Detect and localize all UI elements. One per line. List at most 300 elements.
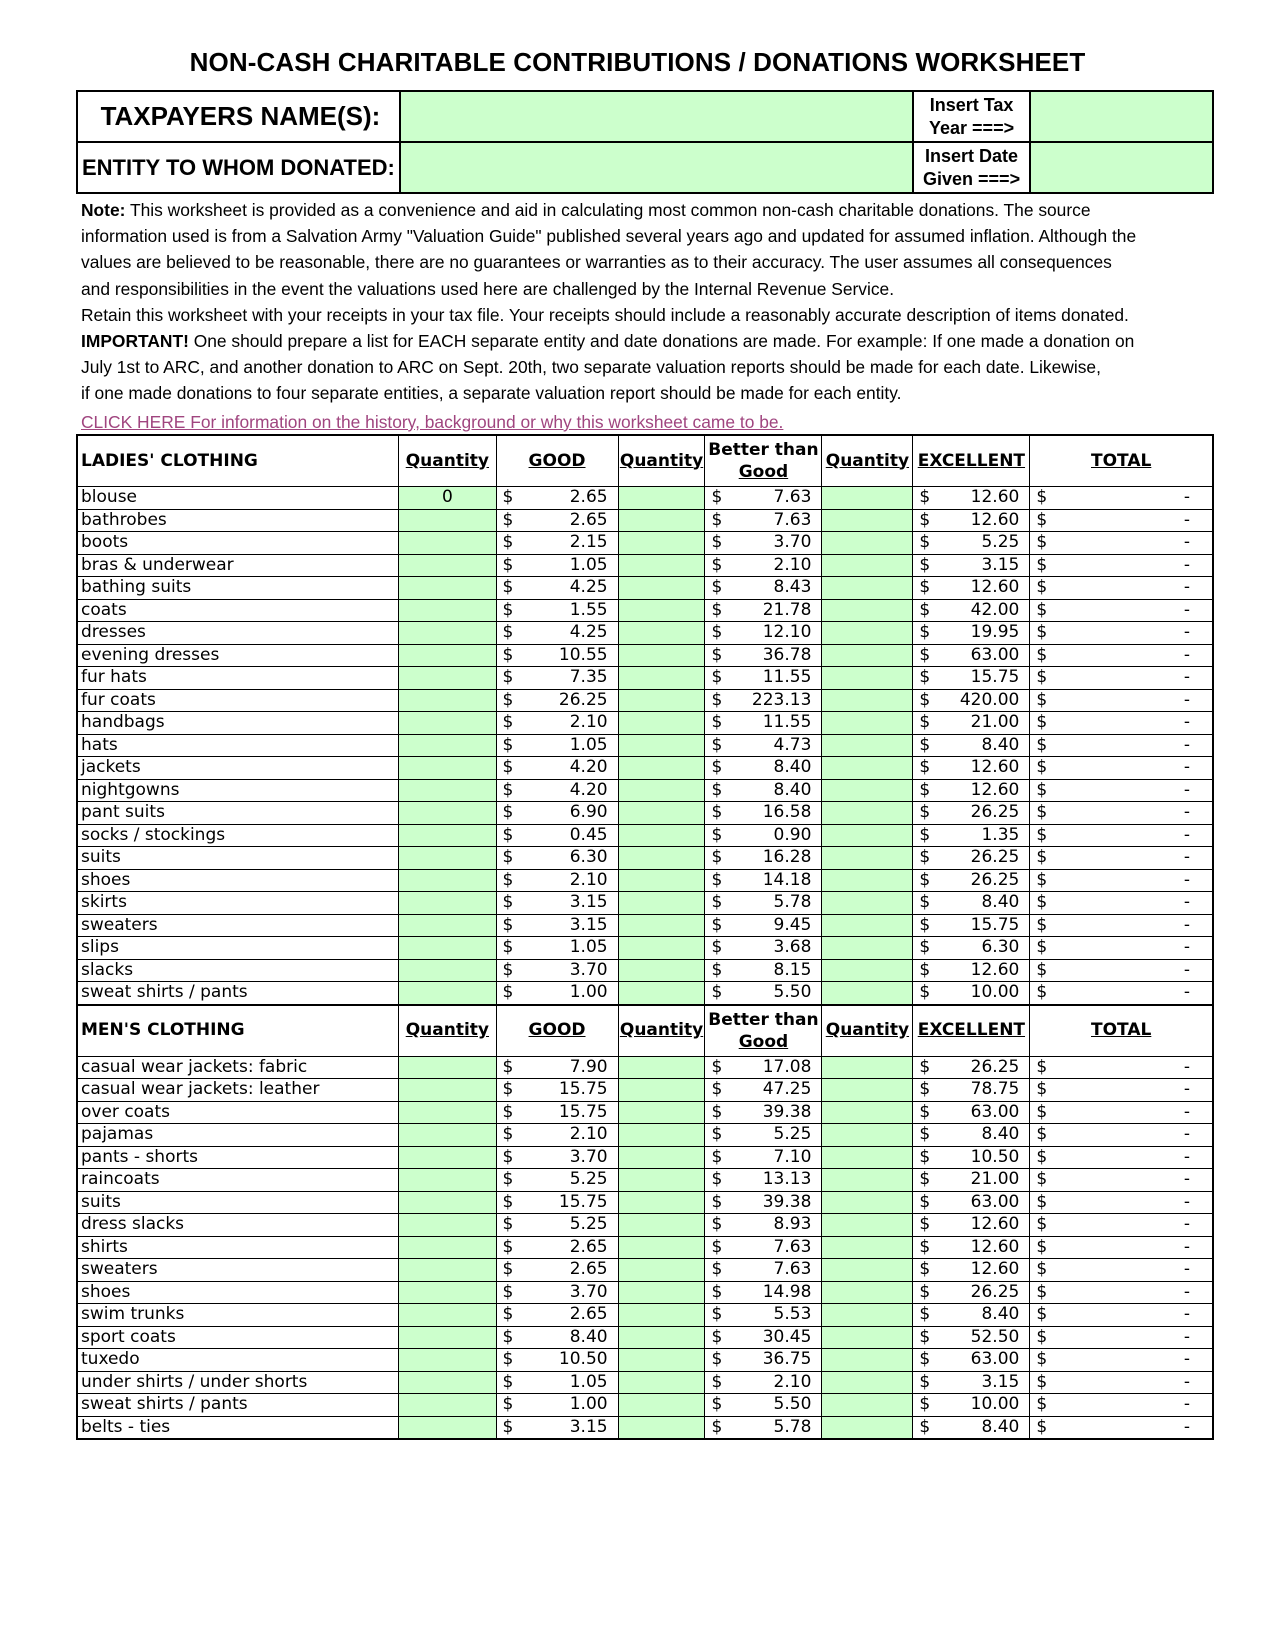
dollar-sign: $ [502,509,514,530]
quantity-good-input[interactable] [399,1349,496,1372]
item-name: evening dresses [77,644,399,667]
value: 4.25 [569,622,608,643]
quantity-header: Quantity [399,1005,496,1057]
good-value [496,667,618,690]
value: 223.13 [751,689,812,710]
good-value [496,1146,618,1169]
dollar-sign: $ [711,1214,723,1235]
good-value [496,644,618,667]
value: - [1183,1349,1190,1370]
item-name: belts - ties [77,1416,399,1439]
quantity-better-input[interactable] [618,1236,705,1259]
dollar-sign: $ [502,1191,514,1212]
dollar-sign: $ [1036,1281,1048,1302]
good-value [496,937,618,960]
value: 3.15 [569,892,608,913]
value: - [1183,644,1190,665]
quantity-header: Quantity [399,435,496,487]
quantity-good-input[interactable] [399,1101,496,1124]
dollar-sign: $ [919,1416,931,1437]
quantity-better-input[interactable] [618,1326,705,1349]
total-value [1030,1281,1213,1304]
total-value [1030,577,1213,600]
quantity-good-input[interactable] [399,1259,496,1282]
value: 3.68 [773,937,812,958]
better-than-good-header [705,435,822,487]
quantity-good-input[interactable] [399,847,496,870]
dollar-sign: $ [1036,1349,1048,1370]
dollar-sign: $ [919,487,931,508]
entity-input[interactable] [400,142,913,193]
table-row [77,622,1213,645]
quantity-good-input[interactable] [399,1416,496,1439]
quantity-excellent-input[interactable] [822,779,913,802]
dollar-sign: $ [502,1056,514,1077]
excellent-value [913,712,1030,735]
quantity-good-input[interactable] [399,1079,496,1102]
better-value [705,892,822,915]
good-value [496,824,618,847]
value: 7.63 [773,487,812,508]
quantity-better-input[interactable] [618,1214,705,1237]
dollar-sign: $ [1036,1191,1048,1212]
dollar-sign: $ [919,577,931,598]
excellent-value [913,1169,1030,1192]
item-name: jackets [77,757,399,780]
table-row [77,1394,1213,1417]
quantity-good-input[interactable] [399,1124,496,1147]
quantity-good-input[interactable] [399,757,496,780]
value: - [1183,982,1190,1003]
value: 8.40 [981,1124,1020,1145]
quantity-excellent-input[interactable] [822,1169,913,1192]
value: 10.00 [970,982,1020,1003]
table-row [77,1281,1213,1304]
value: 8.40 [569,1326,608,1347]
quantity-good-input[interactable] [399,599,496,622]
value: - [1183,532,1190,553]
table-row [77,1169,1213,1192]
quantity-good-input[interactable] [399,1191,496,1214]
quantity-good-input[interactable] [399,1326,496,1349]
quantity-better-input[interactable] [618,1349,705,1372]
quantity-excellent-input[interactable] [822,487,913,510]
value: 3.70 [569,1146,608,1167]
dollar-sign: $ [1036,869,1048,890]
value: 39.38 [762,1191,812,1212]
quantity-better-input[interactable] [618,644,705,667]
value: - [1183,802,1190,823]
note-line: IMPORTANT! One should prepare a list for EACH separate entity and date donations are made. For example: If one made a donation on [81,331,1135,352]
good-value [496,532,618,555]
quantity-excellent-input[interactable] [822,1214,913,1237]
value: - [1183,1259,1190,1280]
good-value [496,712,618,735]
quantity-excellent-input[interactable] [822,622,913,645]
dollar-sign: $ [1036,1259,1048,1280]
table-row [77,1304,1213,1327]
dollar-sign: $ [502,937,514,958]
quantity-good-input[interactable] [399,1394,496,1417]
dollar-sign: $ [502,532,514,553]
taxpayers-name-input[interactable] [400,91,913,142]
value: 8.43 [773,577,812,598]
value: 15.75 [970,667,1020,688]
dollar-sign: $ [1036,937,1048,958]
value: 5.78 [773,892,812,913]
tax-year-input[interactable] [1030,91,1213,142]
quantity-excellent-input[interactable] [822,1079,913,1102]
quantity-excellent-input[interactable] [822,1304,913,1327]
dollar-sign: $ [502,824,514,845]
excellent-value [913,869,1030,892]
quantity-excellent-input[interactable] [822,802,913,825]
quantity-excellent-input[interactable] [822,1101,913,1124]
good-value [496,577,618,600]
value: - [1183,1124,1190,1145]
total-value [1030,824,1213,847]
good-header: GOOD [496,435,618,487]
quantity-better-input[interactable] [618,1191,705,1214]
dollar-sign: $ [1036,1169,1048,1190]
value: - [1183,734,1190,755]
good-value [496,1236,618,1259]
quantity-excellent-input[interactable] [822,644,913,667]
quantity-excellent-input[interactable] [822,1056,913,1079]
better-line2: Good [738,462,789,482]
table-row [77,712,1213,735]
quantity-good-input[interactable] [399,869,496,892]
quantity-excellent-input[interactable] [822,1191,913,1214]
quantity-good-input[interactable] [399,1056,496,1079]
better-value [705,1146,822,1169]
value: 5.50 [773,982,812,1003]
quantity-excellent-input[interactable] [822,1281,913,1304]
quantity-better-input[interactable] [618,847,705,870]
quantity-better-input[interactable] [618,1101,705,1124]
quantity-better-input[interactable] [618,1056,705,1079]
quantity-good-input[interactable] [399,914,496,937]
dollar-sign: $ [502,644,514,665]
quantity-better-input[interactable] [618,869,705,892]
quantity-better-input[interactable] [618,937,705,960]
quantity-excellent-input[interactable] [822,914,913,937]
quantity-good-input[interactable] [399,779,496,802]
item-name: suits [77,847,399,870]
good-value [496,1191,618,1214]
dollar-sign: $ [502,892,514,913]
quantity-better-input[interactable] [618,802,705,825]
value: 8.40 [981,1416,1020,1437]
excellent-label: EXCELLENT [917,1020,1026,1040]
quantity-excellent-input[interactable] [822,734,913,757]
dollar-sign: $ [919,1281,931,1302]
quantity-better-input[interactable] [618,757,705,780]
dollar-sign: $ [919,1169,931,1190]
quantity-excellent-input[interactable] [822,689,913,712]
better-value [705,1124,822,1147]
value: 63.00 [970,1191,1020,1212]
better-line1: Better than [708,1009,819,1030]
quantity-better-input[interactable] [618,487,705,510]
quantity-good-input[interactable] [399,1236,496,1259]
table-row [77,1326,1213,1349]
better-value [705,779,822,802]
quantity-good-input[interactable] [399,554,496,577]
dollar-sign: $ [711,1079,723,1100]
excellent-value [913,1326,1030,1349]
dollar-sign: $ [919,892,931,913]
total-value [1030,1124,1213,1147]
quantity-excellent-input[interactable] [822,1259,913,1282]
worksheet-title: NON-CASH CHARITABLE CONTRIBUTIONS / DONATIONS WORKSHEET [189,47,1086,77]
quantity-good-input[interactable] [399,644,496,667]
quantity-better-input[interactable] [618,532,705,555]
item-name: skirts [77,892,399,915]
dollar-sign: $ [502,779,514,800]
quantity-better-input[interactable] [618,1394,705,1417]
quantity-good-input[interactable] [399,1146,496,1169]
better-value [705,757,822,780]
dollar-sign: $ [1036,1146,1048,1167]
quantity-excellent-input[interactable] [822,892,913,915]
quantity-better-input[interactable] [618,1371,705,1394]
quantity-good-input[interactable]: 0 [399,487,496,510]
value: 5.25 [981,532,1020,553]
quantity-better-input[interactable] [618,982,705,1005]
excellent-value [913,1281,1030,1304]
value: 7.90 [569,1056,608,1077]
dollar-sign: $ [919,599,931,620]
total-value [1030,914,1213,937]
value: - [1183,599,1190,620]
quantity-excellent-input[interactable] [822,1371,913,1394]
quantity-excellent-input[interactable] [822,532,913,555]
dollar-sign: $ [919,1349,931,1370]
quantity-good-input[interactable] [399,622,496,645]
dollar-sign: $ [1036,1214,1048,1235]
quantity-better-input[interactable] [618,554,705,577]
quantity-excellent-input[interactable] [822,1124,913,1147]
header-table [76,90,1214,194]
value: - [1183,1169,1190,1190]
table-row [77,824,1213,847]
quantity-better-input[interactable] [618,779,705,802]
quantity-better-input[interactable] [618,622,705,645]
quantity-good-input[interactable] [399,577,496,600]
value: 21.00 [970,712,1020,733]
quantity-excellent-input[interactable] [822,937,913,960]
total-value [1030,1056,1213,1079]
quantity-better-input[interactable] [618,892,705,915]
value: 36.78 [762,644,812,665]
good-value [496,757,618,780]
dollar-sign: $ [1036,734,1048,755]
value: 12.60 [970,509,1020,530]
quantity-good-input[interactable] [399,892,496,915]
value: 26.25 [970,802,1020,823]
quantity-good-input[interactable] [399,802,496,825]
item-name: fur coats [77,689,399,712]
total-value [1030,487,1213,510]
value: 11.55 [762,712,812,733]
item-name: dress slacks [77,1214,399,1237]
entity-label: ENTITY TO WHOM DONATED: [77,142,400,193]
quantity-better-input[interactable] [618,1124,705,1147]
quantity-good-input[interactable] [399,937,496,960]
quantity-excellent-input[interactable] [822,577,913,600]
quantity-good-input[interactable] [399,689,496,712]
better-than-good-header [705,1005,822,1057]
quantity-excellent-input[interactable] [822,1394,913,1417]
quantity-better-input[interactable] [618,1079,705,1102]
value: 15.75 [558,1191,608,1212]
total-value [1030,1326,1213,1349]
quantity-better-input[interactable] [618,667,705,690]
dollar-sign: $ [711,869,723,890]
quantity-better-input[interactable] [618,1304,705,1327]
quantity-good-input[interactable] [399,712,496,735]
value: 52.50 [970,1326,1020,1347]
dollar-sign: $ [1036,1101,1048,1122]
quantity-excellent-input[interactable] [822,982,913,1005]
quantity-excellent-input[interactable] [822,824,913,847]
value: 4.20 [569,757,608,778]
quantity-better-input[interactable] [618,1169,705,1192]
quantity-good-input[interactable] [399,1304,496,1327]
value: 63.00 [970,1349,1020,1370]
excellent-value [913,847,1030,870]
quantity-excellent-input[interactable] [822,667,913,690]
quantity-excellent-input[interactable] [822,1349,913,1372]
total-value [1030,892,1213,915]
quantity-excellent-input[interactable] [822,757,913,780]
good-value [496,847,618,870]
dollar-sign: $ [502,1349,514,1370]
note-line: information used is from a Salvation Army "Valuation Guide" published several years ago and updated for assumed inflation. Although the [81,226,1137,247]
dollar-sign: $ [502,599,514,620]
quantity-excellent-input[interactable] [822,509,913,532]
value: 3.15 [981,554,1020,575]
excellent-value [913,1371,1030,1394]
quantity-better-input[interactable] [618,959,705,982]
value: 14.98 [762,1281,812,1302]
excellent-value [913,667,1030,690]
quantity-better-input[interactable] [618,1259,705,1282]
total-value [1030,1191,1213,1214]
quantity-better-input[interactable] [618,712,705,735]
history-link[interactable]: CLICK HERE For information on the history, background or why this worksheet came to be. [81,412,784,432]
quantity-excellent-input[interactable] [822,869,913,892]
quantity-excellent-input[interactable] [822,554,913,577]
date-given-input[interactable] [1030,142,1213,193]
dollar-sign: $ [711,509,723,530]
quantity-excellent-input[interactable] [822,712,913,735]
good-value [496,1056,618,1079]
excellent-value [913,532,1030,555]
quantity-better-input[interactable] [618,689,705,712]
table-row [77,554,1213,577]
better-value [705,667,822,690]
quantity-good-input[interactable] [399,1281,496,1304]
value: - [1183,1191,1190,1212]
dollar-sign: $ [711,1146,723,1167]
value: - [1183,824,1190,845]
quantity-excellent-input[interactable] [822,599,913,622]
quantity-excellent-input[interactable] [822,847,913,870]
quantity-excellent-input[interactable] [822,1416,913,1439]
quantity-header: Quantity [822,1005,913,1057]
quantity-excellent-input[interactable] [822,1326,913,1349]
quantity-good-input[interactable] [399,532,496,555]
quantity-good-input[interactable] [399,824,496,847]
section-header-row [77,1005,1213,1057]
value: 7.63 [773,1259,812,1280]
dollar-sign: $ [711,937,723,958]
dollar-sign: $ [711,824,723,845]
quantity-better-input[interactable] [618,577,705,600]
value: 26.25 [970,847,1020,868]
dollar-sign: $ [919,667,931,688]
value: 12.60 [970,577,1020,598]
quantity-good-input[interactable] [399,734,496,757]
total-value [1030,712,1213,735]
value: - [1183,914,1190,935]
value: - [1183,509,1190,530]
dollar-sign: $ [711,982,723,1003]
quantity-good-input[interactable] [399,1371,496,1394]
quantity-excellent-input[interactable] [822,959,913,982]
total-value [1030,869,1213,892]
quantity-better-input[interactable] [618,1281,705,1304]
quantity-better-input[interactable] [618,509,705,532]
quantity-good-input[interactable] [399,1169,496,1192]
value: 47.25 [762,1079,812,1100]
quantity-good-input[interactable] [399,1214,496,1237]
quantity-excellent-input[interactable] [822,1146,913,1169]
value: 5.53 [773,1304,812,1325]
date-given-label: Insert Date Given ===> [913,142,1030,193]
item-name: pant suits [77,802,399,825]
quantity-better-input[interactable] [618,734,705,757]
quantity-better-input[interactable] [618,1416,705,1439]
section-header-row [77,435,1213,487]
excellent-header [913,1005,1030,1057]
table-row [77,577,1213,600]
quantity-good-input[interactable] [399,509,496,532]
dollar-sign: $ [919,734,931,755]
quantity-good-input[interactable] [399,982,496,1005]
dollar-sign: $ [1036,824,1048,845]
quantity-better-input[interactable] [618,914,705,937]
excellent-value [913,1079,1030,1102]
dollar-sign: $ [919,779,931,800]
value: - [1183,779,1190,800]
quantity-better-input[interactable] [618,1146,705,1169]
dollar-sign: $ [1036,577,1048,598]
quantity-better-input[interactable] [618,599,705,622]
total-value [1030,1079,1213,1102]
quantity-good-input[interactable] [399,667,496,690]
better-value [705,1259,822,1282]
dollar-sign: $ [502,667,514,688]
good-value [496,1416,618,1439]
quantity-good-input[interactable] [399,959,496,982]
dollar-sign: $ [502,689,514,710]
quantity-better-input[interactable] [618,824,705,847]
better-value [705,1056,822,1079]
quantity-excellent-input[interactable] [822,1236,913,1259]
